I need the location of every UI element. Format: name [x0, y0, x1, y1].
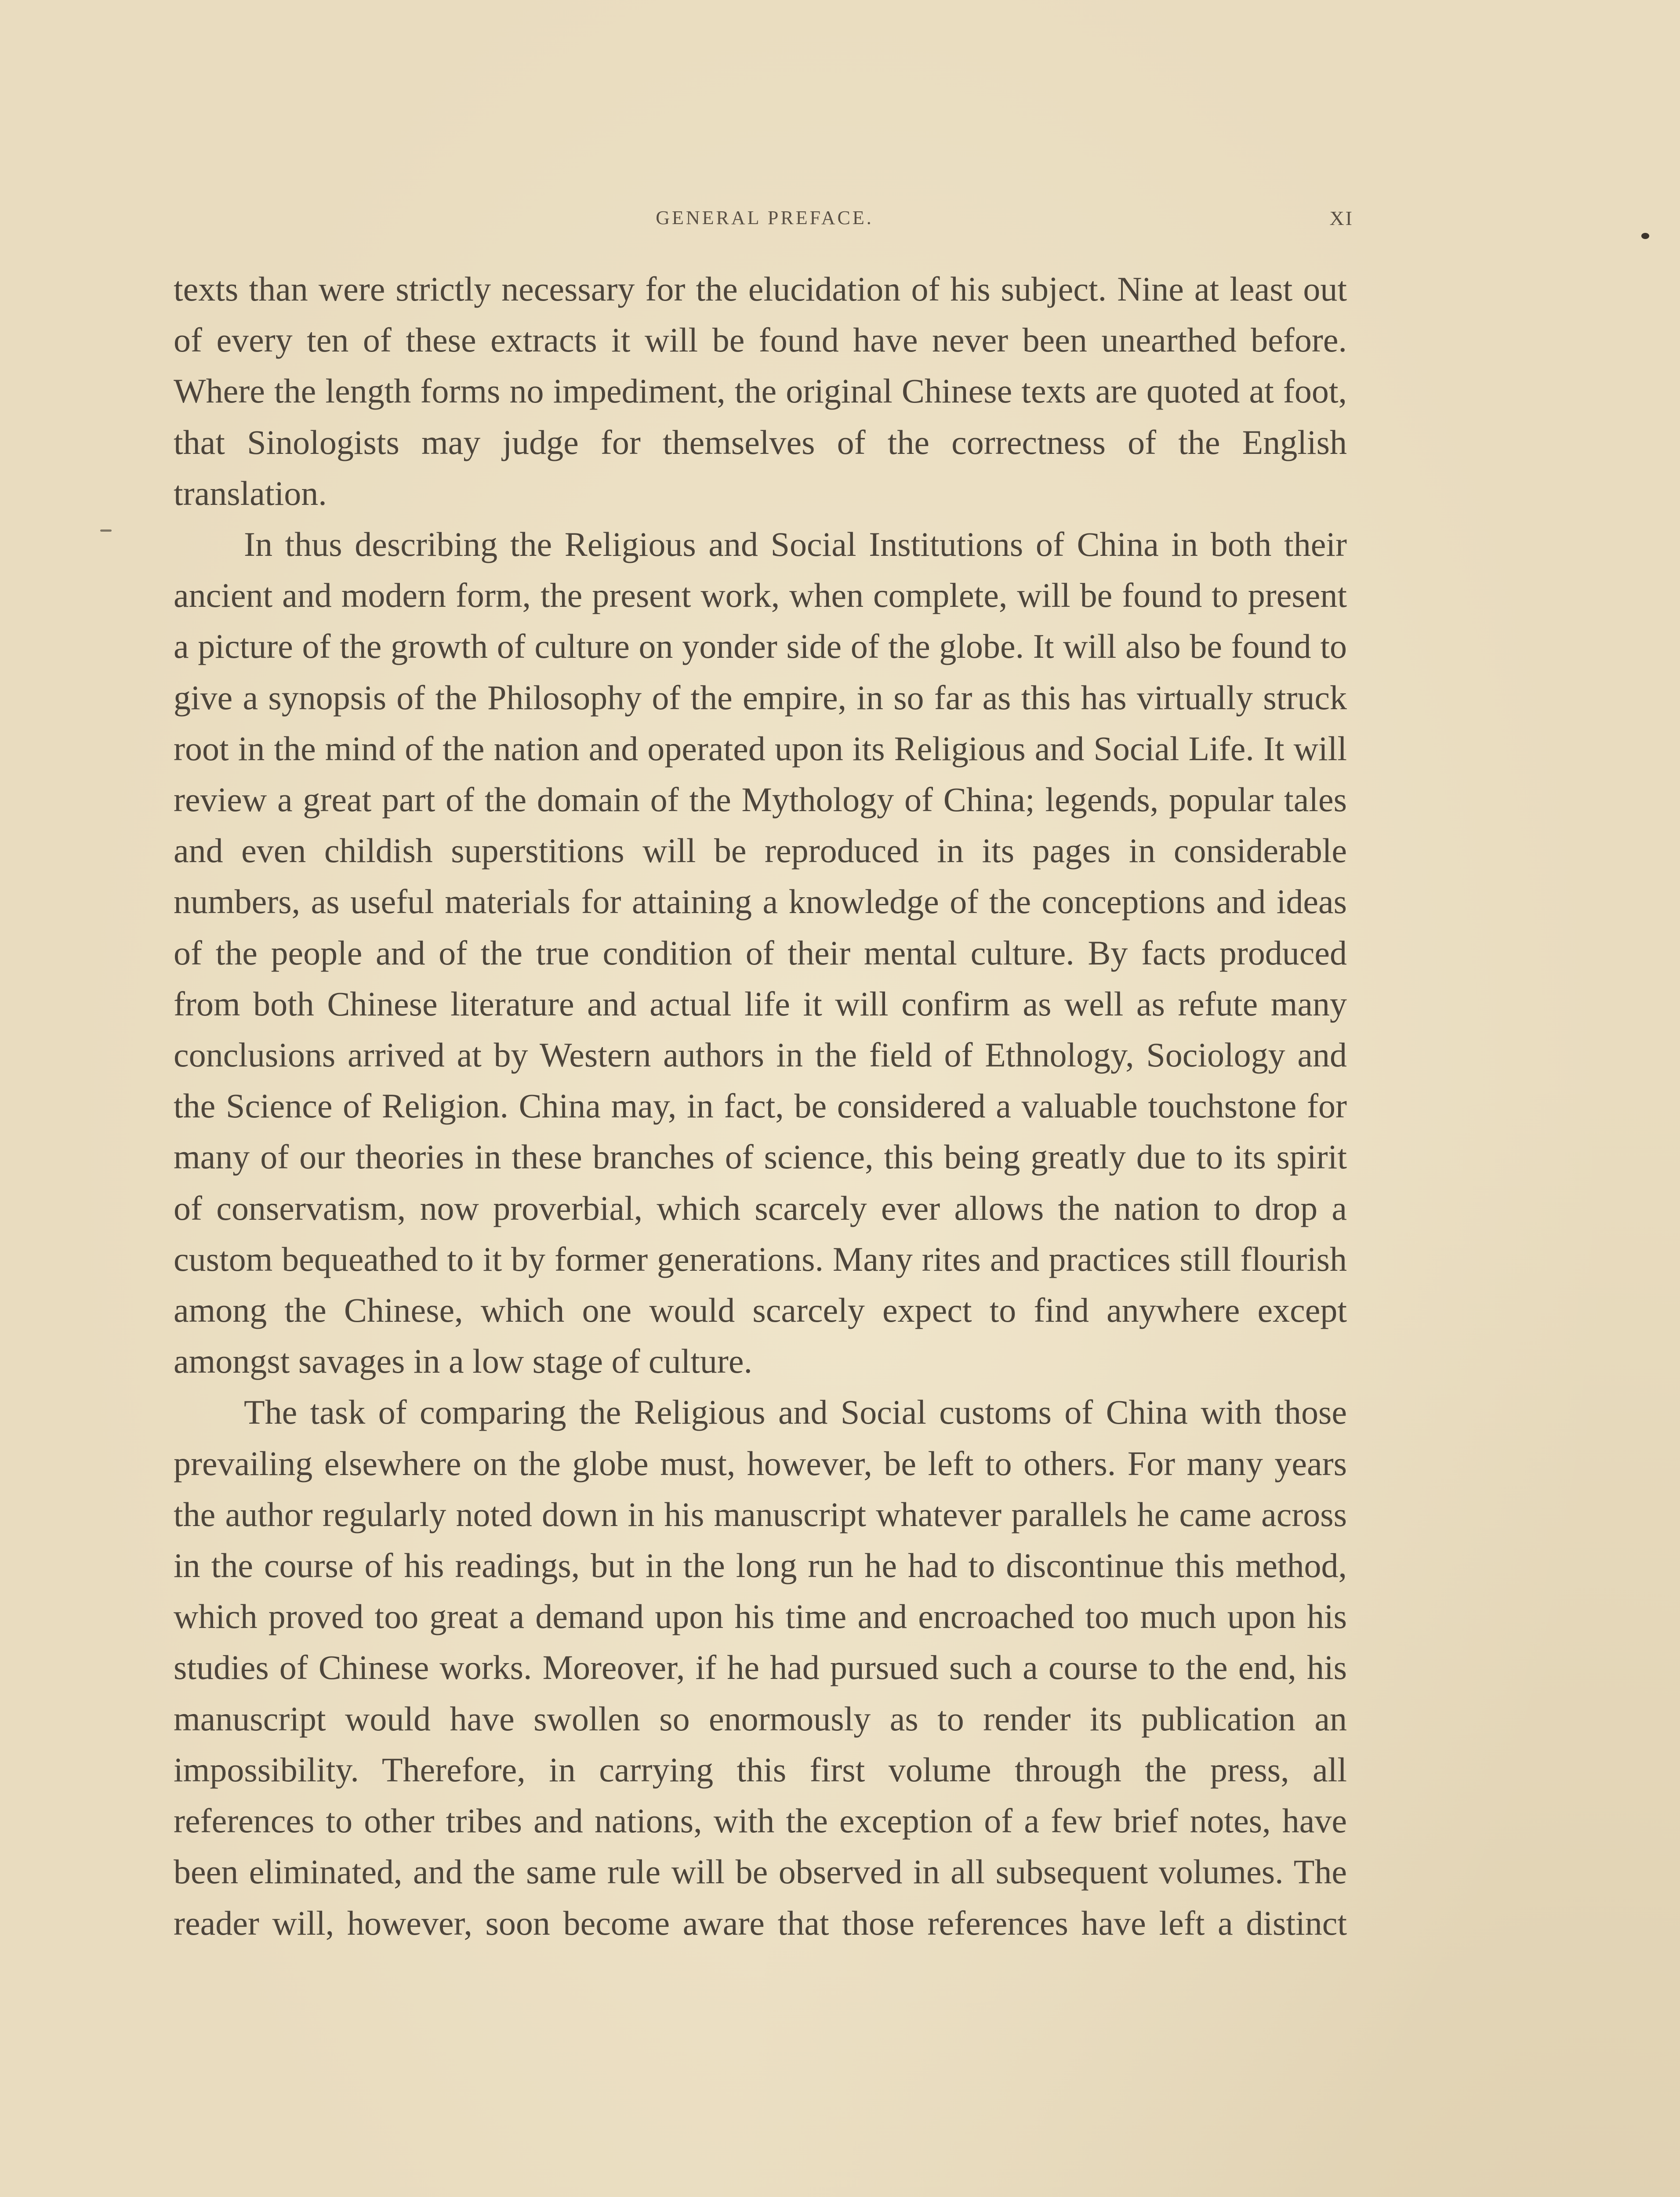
body-text: [174, 264, 1347, 1949]
paragraph-2: In thus describing the Religious and Social Institutions of China in both their ancient and modern form, the present work, when complete, will be found to present a picture of the growth of culture on yonder side of the globe. It will also be found to give a synopsis of the Philosophy of the empire, in so far as this has virtually struck root in the mind of the nation and operated upon its Religious and Social Life. It will review a great part of the domain of the Mythology of China; legends, popular tales and even childish superstitions will be reproduced in its pages in considerable numbers, as useful materials for attaining a knowledge of the conceptions and ideas of the people and of the true condition of their mental culture. By facts produced from both Chinese literature and actual life it will confirm as well as refute many conclusions arrived at by Western authors in the field of Ethnology, Sociology and the Science of Religion. China may, in fact, be considered a valuable touchstone for many of our theories in these branches of science, this being greatly due to its spirit of conservatism, now proverbial, which scarcely ever allows the nation to drop a custom bequeathed to it by former generations. Many rites and practices still flourish among the Chinese, which one would scarcely expect to find anywhere except amongst savages in a low stage of culture.: [174, 525, 1347, 1381]
ink-speck: [1641, 233, 1649, 239]
paragraph-3: The task of comparing the Religious and Social customs of China with those prevailing elsewhere on the globe must, however, be left to others. For many years the author regularly noted down in his manuscript whatever parallels he came across in the course of his readings, but in the long run he had to discontinue this method, which proved too great a demand upon his time and encroached too much upon his studies of Chinese works. Moreover, if he had pursued such a course to the end, his manuscript would have swollen so enormously as to render its publication an impossibility. Therefore, in carrying this first volume through the press, all references to other tribes and nations, with the exception of a few brief notes, have been eliminated, and the same rule will be observed in all subsequent volumes. The reader will, however, soon become aware that those references have left a distinct: [174, 1393, 1347, 1942]
paragraph-1: texts than were strictly necessary for the elucidation of his subject. Nine at least out of every ten of these extracts it will be found have never been unearthed before. Where the length forms no impediment, the original Chinese texts are quoted at foot, that Sinologists may judge for themselves of the correctness of the English translation.: [174, 270, 1347, 512]
running-head: [176, 207, 1353, 242]
ink-speck: [100, 529, 112, 532]
page-number: XI: [1329, 207, 1353, 229]
running-title: GENERAL PREFACE.: [656, 207, 874, 228]
